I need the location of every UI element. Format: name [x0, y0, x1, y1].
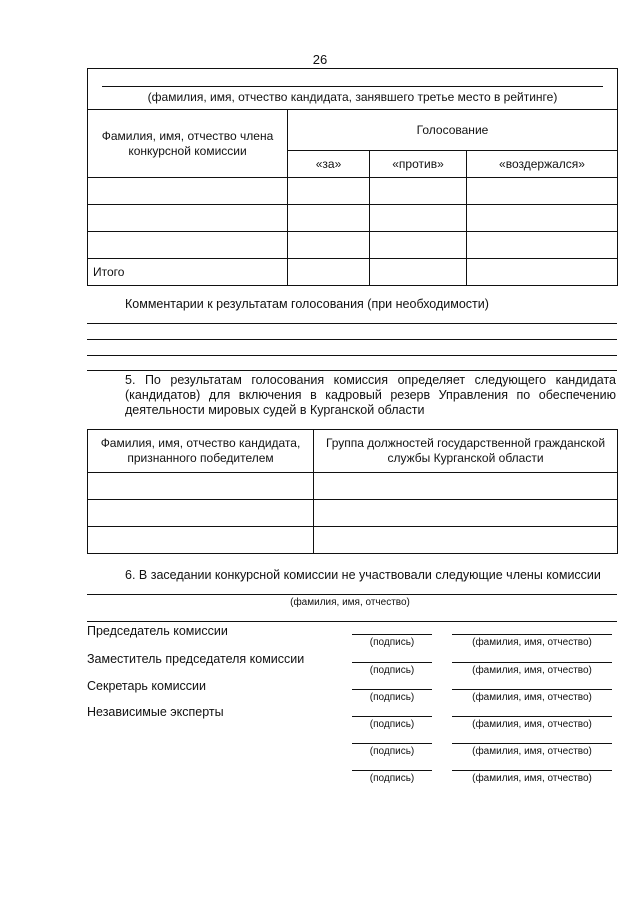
section-5-paragraph: 5. По результатам голосования комиссия определяет следующего кандидата (кандидатов) для включения в кадровый резерв Управления по обеспечению деятельности мировых судей в Курганской области	[125, 373, 616, 417]
signature-caption: (подпись)	[369, 692, 415, 703]
vote-cell[interactable]	[467, 232, 618, 259]
signature-caption: (подпись)	[369, 746, 415, 757]
name-line[interactable]	[452, 770, 612, 771]
signature-caption: (подпись)	[369, 773, 415, 784]
vote-for-header: «за»	[288, 151, 370, 178]
group-cell[interactable]	[314, 500, 618, 527]
member-cell[interactable]	[88, 205, 288, 232]
total-cell[interactable]	[370, 259, 467, 286]
total-row	[88, 259, 618, 286]
group-column-header: Группа должностей государственной гражданской службы Курганской области	[314, 430, 618, 473]
group-cell[interactable]	[314, 527, 618, 554]
signature-caption: (подпись)	[369, 719, 415, 730]
signature-caption: (подпись)	[369, 665, 415, 676]
table-row	[88, 205, 618, 232]
absent-members-caption: (фамилия, имя, отчество)	[290, 597, 410, 608]
vote-cell[interactable]	[370, 205, 467, 232]
table-row	[88, 178, 618, 205]
total-label: Итого	[88, 259, 288, 286]
name-line[interactable]	[452, 689, 612, 690]
total-cell[interactable]	[467, 259, 618, 286]
name-line[interactable]	[452, 662, 612, 663]
signature-line[interactable]	[352, 743, 432, 744]
comment-line[interactable]	[87, 370, 617, 371]
table-row	[88, 473, 618, 500]
page-number: 26	[312, 52, 328, 67]
vote-cell[interactable]	[288, 205, 370, 232]
vote-cell[interactable]	[467, 178, 618, 205]
name-line[interactable]	[452, 743, 612, 744]
section-5-text	[87, 373, 616, 418]
table-row	[88, 500, 618, 527]
name-line[interactable]	[452, 716, 612, 717]
vote-cell[interactable]	[467, 205, 618, 232]
signature-caption: (подпись)	[369, 637, 415, 648]
signature-line[interactable]	[352, 689, 432, 690]
voting-table	[87, 68, 618, 286]
role-chair: Председатель комиссии	[87, 624, 228, 638]
name-caption: (фамилия, имя, отчество)	[472, 746, 592, 757]
winner-cell[interactable]	[88, 473, 314, 500]
signature-line[interactable]	[352, 662, 432, 663]
candidate-name-line	[102, 86, 603, 87]
name-caption: (фамилия, имя, отчество)	[472, 692, 592, 703]
role-secretary: Секретарь комиссии	[87, 679, 207, 693]
role-experts: Независимые эксперты	[87, 705, 224, 719]
total-cell[interactable]	[288, 259, 370, 286]
table-row	[88, 527, 618, 554]
candidate-cell[interactable]	[88, 69, 618, 110]
comment-line[interactable]	[87, 339, 617, 340]
vote-cell[interactable]	[370, 232, 467, 259]
section-6-text: 6. В заседании конкурсной комиссии не участвовали следующие члены комиссии	[125, 568, 601, 582]
name-caption: (фамилия, имя, отчество)	[472, 719, 592, 730]
role-deputy: Заместитель председателя комиссии	[87, 652, 305, 666]
candidate-caption: (фамилия, имя, отчество кандидата, занявшего третье место в рейтинге)	[147, 90, 558, 104]
winner-column-header: Фамилия, имя, отчество кандидата, признанного победителем	[88, 430, 314, 473]
comments-label: Комментарии к результатам голосования (при необходимости)	[125, 297, 489, 311]
member-cell[interactable]	[88, 178, 288, 205]
vote-cell[interactable]	[288, 232, 370, 259]
winner-cell[interactable]	[88, 500, 314, 527]
table-row	[88, 232, 618, 259]
vote-cell[interactable]	[370, 178, 467, 205]
absent-members-line[interactable]	[87, 621, 617, 622]
member-column-header: Фамилия, имя, отчество члена конкурсной комиссии	[88, 110, 288, 178]
group-cell[interactable]	[314, 473, 618, 500]
name-caption: (фамилия, имя, отчество)	[472, 773, 592, 784]
name-caption: (фамилия, имя, отчество)	[472, 637, 592, 648]
vote-cell[interactable]	[288, 178, 370, 205]
absent-members-line[interactable]	[87, 594, 617, 595]
member-cell[interactable]	[88, 232, 288, 259]
winner-table	[87, 429, 618, 554]
signature-line[interactable]	[352, 770, 432, 771]
name-line[interactable]	[452, 634, 612, 635]
signature-line[interactable]	[352, 716, 432, 717]
winner-cell[interactable]	[88, 527, 314, 554]
comment-line[interactable]	[87, 355, 617, 356]
voting-column-header: Голосование	[288, 110, 618, 151]
name-caption: (фамилия, имя, отчество)	[472, 665, 592, 676]
vote-against-header: «против»	[370, 151, 467, 178]
signature-line[interactable]	[352, 634, 432, 635]
comment-line[interactable]	[87, 323, 617, 324]
vote-abstain-header: «воздержался»	[467, 151, 618, 178]
